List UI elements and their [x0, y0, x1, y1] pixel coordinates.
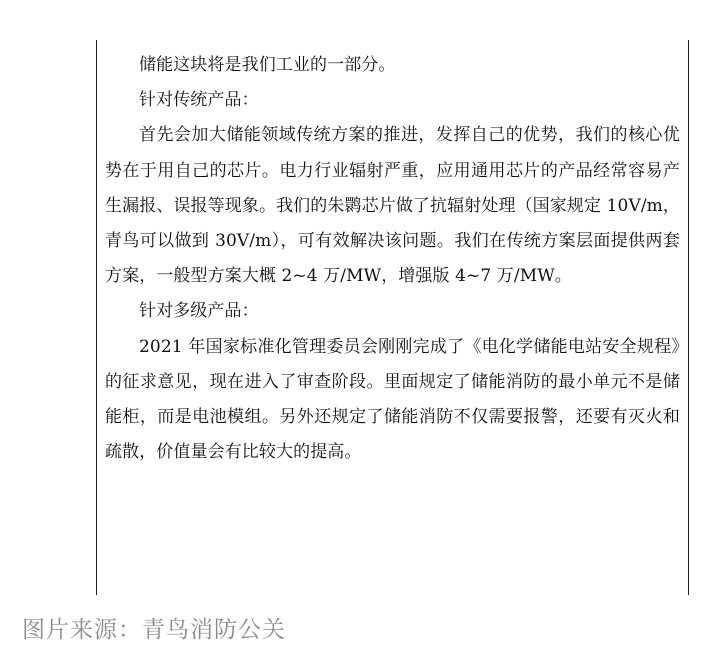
heading-multi-level-products: 针对多级产品： — [139, 301, 259, 322]
image-source-caption: 图片来源：青鸟消防公关 — [22, 617, 286, 643]
heading-traditional-products: 针对传统产品： — [139, 90, 259, 111]
paragraph-traditional-products: 首先会加大储能领域传统方案的推进，发挥自己的优势，我们的核心优势在于用自己的芯片。电力行业辐射严重，应用通用芯片的产品经常容易产生漏报、误报等现象。我们的朱鹮芯片做了抗辐射处理（国家规定 10V/m，青鸟可以做到 30V/m），可有效解决该问题。我们在传统方案层面提供两套方案，一般型方案大概 2~4 万/MW，增强版 4~7 万/MW。 — [105, 125, 680, 287]
paragraph-intro: 储能这块将是我们工业的一部分。 — [139, 55, 396, 75]
document-content — [105, 48, 680, 470]
document-box — [96, 40, 689, 595]
paragraph-multi-level-products: 2021 年国家标准化管理委员会刚刚完成了《电化学储能电站安全规程》的征求意见，现在进入了审查阶段。里面规定了储能消防的最小单元不是储能柜，而是电池模组。另外还规定了储能消防不仅需要报警，还要有灭火和疏散，价值量会有比较大的提高。 — [105, 336, 680, 463]
